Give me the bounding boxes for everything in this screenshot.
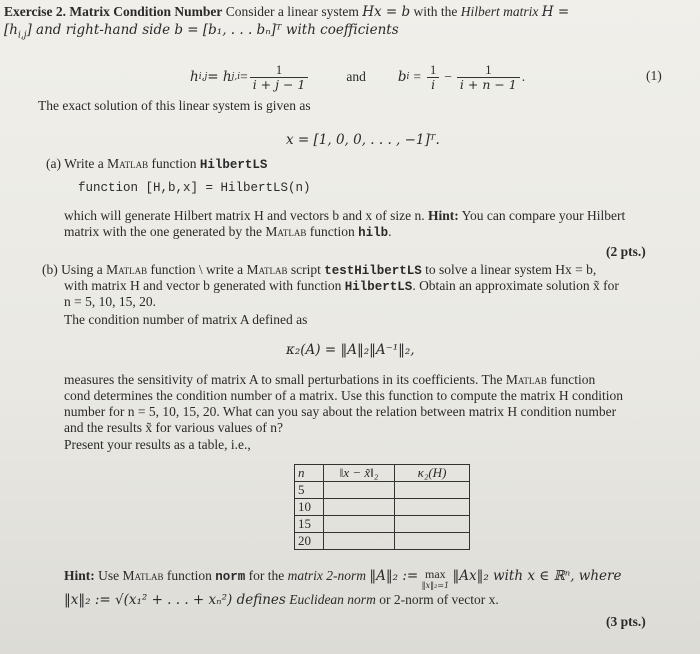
table-cell-empty [395, 499, 470, 516]
part-a-function-word: function [151, 156, 197, 171]
table-cell-empty [395, 533, 470, 550]
table-row [295, 516, 470, 533]
part-b-line9: Present your results as a table, i.e., [64, 437, 251, 452]
part-b-line3: n = 5, 10, 15, 20. [64, 294, 156, 309]
hint-line2-b: or 2-norm of vector x. [379, 592, 499, 607]
eq1-den-2: i [431, 76, 436, 92]
part-a-matlab: Matlab [107, 156, 149, 171]
part-a-hint-label: Hint: [428, 208, 459, 223]
part-b-l5-matlab: Matlab [505, 372, 547, 387]
intro-text-a: Consider a linear system [225, 4, 359, 19]
hint-c: for the [248, 568, 285, 583]
part-b-line5 [64, 372, 595, 388]
hint-max-text: max [425, 567, 446, 581]
eq1-mid: = h [207, 69, 232, 85]
part-a-desc2-a: matrix with the one generated by the [64, 224, 262, 239]
hint-code: norm [215, 570, 246, 584]
solution-equation: x = [1, 0, 0, . . . , −1]ᵀ. [286, 132, 440, 148]
hint-points: (3 pts.) [606, 614, 646, 629]
part-b-l5-a: measures the sensitivity of matrix A to small perturbations in its coefficients. The [64, 372, 503, 387]
condition-number-equation: κ₂(A) = ‖A‖₂‖A⁻¹‖₂, [286, 342, 415, 358]
table-header-row [295, 465, 470, 482]
hint-line1 [64, 568, 621, 592]
hint-d: ‖A‖₂ := [369, 568, 419, 584]
table-cell-n: 20 [295, 533, 324, 550]
eq1-den-3: i + n − 1 [459, 76, 517, 92]
part-a-func-name: HilbertLS [199, 158, 268, 172]
part-a-points: (2 pts.) [606, 244, 646, 259]
matrix-sub: i,j [17, 30, 27, 41]
table-header-n: n [295, 465, 324, 482]
part-b-l2-code: HilbertLS [344, 280, 413, 294]
part-b-l1-b: function \ write a [150, 262, 244, 277]
exercise-heading [4, 4, 569, 20]
part-a-text: Write a [64, 156, 104, 171]
eq1-lhs-sub: i,j [198, 72, 208, 82]
eq1-minus: − [444, 69, 452, 84]
table-header-error: ‖x − x̃‖₂ [324, 465, 395, 482]
hint-matlab: Matlab [122, 568, 164, 583]
table-header-condition: κ₂(H) [395, 465, 470, 482]
eq1-equals-2: = [413, 69, 422, 84]
equation-1 [190, 60, 525, 94]
table-cell-empty [324, 516, 395, 533]
part-a-label: (a) [46, 156, 61, 171]
table-row [295, 499, 470, 516]
hint-a: Use [98, 568, 120, 583]
hint-line2 [64, 592, 499, 608]
table-cell-empty [324, 482, 395, 499]
hint-max [422, 568, 450, 592]
part-b-l5-b: function [550, 372, 596, 387]
eq1-fraction-1 [250, 63, 309, 92]
part-b-line2 [64, 278, 619, 295]
intro-text-b: with the [413, 4, 458, 19]
table-cell-n: 5 [295, 482, 324, 499]
eq1-lhs: h [190, 69, 199, 85]
eq1-num-2: 1 [427, 63, 439, 78]
table-cell-empty [324, 499, 395, 516]
eq1-rhs-sub: i [406, 72, 410, 82]
intro-text-c: H = [541, 4, 570, 20]
table-cell-empty [395, 516, 470, 533]
eq1-mid-sub: j,i [231, 72, 241, 82]
eq1-rhs: b [397, 69, 407, 85]
part-b-l1-d: to solve a linear system Hx = b, [425, 262, 597, 277]
eq1-num-1: 1 [250, 63, 309, 78]
exercise-number: Exercise 2. [4, 4, 66, 19]
part-a-hint-text: You can compare your Hilbert [461, 208, 626, 223]
eq1-number: (1) [646, 68, 662, 83]
part-b-l1-matlab: Matlab [106, 262, 148, 277]
part-a-code: function [H,b,x] = HilbertLS(n) [78, 181, 311, 195]
hint-c-italic: matrix 2-norm [287, 568, 367, 583]
part-b-line1 [42, 262, 596, 279]
part-a-desc2-matlab: Matlab [265, 224, 307, 239]
part-b-label: (b) [42, 262, 58, 277]
part-b-l1-code: testHilbertLS [324, 264, 422, 278]
table-cell-n: 10 [295, 499, 324, 516]
part-a-desc1-text: which will generate Hilbert matrix H and vectors b and x of size n. [64, 208, 425, 223]
part-b-l1-a: Using a [61, 262, 103, 277]
part-a-line1 [46, 156, 267, 173]
eq1-den-1: i + j − 1 [252, 76, 306, 92]
part-b-line7: number for n = 5, 10, 15, 20. What can you say about the relation between matrix H condition number [64, 404, 617, 419]
table-row [295, 533, 470, 550]
hilbert-term: Hilbert matrix [460, 4, 539, 19]
part-a-desc2-b: function [309, 224, 355, 239]
exercise-heading-line2 [4, 22, 399, 44]
part-b-l2-a: with matrix H and vector b generated with function [64, 278, 342, 293]
eq1-equals: = [240, 69, 248, 84]
matrix-bracket-close: ] and right-hand side b = [b₁, . . . bₙ]ᵀ with coefficients [26, 22, 399, 38]
part-b-l2-b: . Obtain an approximate solution x̃ for [412, 278, 619, 293]
eq1-and: and [346, 69, 366, 84]
hint-b: function [166, 568, 212, 583]
eq1-fraction-3 [457, 63, 520, 92]
solution-text: The exact solution of this linear system is given as [38, 98, 311, 113]
hint-max-sub: ‖x‖₂=1 [421, 581, 450, 590]
hint-label: Hint: [64, 568, 95, 583]
exercise-title: Matrix Condition Number [69, 4, 223, 19]
matrix-bracket: [h [4, 22, 18, 38]
hint-e: ‖Ax‖₂ with x ∈ ℝⁿ, where [452, 568, 622, 584]
intro-equation: Hx = b [362, 4, 411, 20]
part-a-desc2-code: hilb [358, 226, 389, 240]
part-a-desc1 [64, 208, 625, 224]
table-cell-empty [395, 482, 470, 499]
table-row [295, 482, 470, 499]
eq1-fraction-2 [427, 63, 439, 92]
part-b-line6: cond determines the condition number of a matrix. Use this function to compute the matrix H condition [64, 388, 623, 403]
results-table [294, 464, 470, 550]
part-a-desc2-period: . [388, 224, 392, 239]
part-b-l1-matlab2: Matlab [246, 262, 288, 277]
table-cell-n: 15 [295, 516, 324, 533]
hint-line2-italic: Euclidean norm [289, 592, 376, 607]
hint-line2-a: ‖x‖₂ := √(x₁² + . . . + xₙ²) defines [64, 592, 286, 608]
part-b-l1-c: script [290, 262, 321, 277]
table-cell-empty [324, 533, 395, 550]
part-b-line8: and the results x̃ for various values of n? [64, 420, 283, 435]
eq1-num-3: 1 [457, 63, 520, 78]
part-b-line4: The condition number of matrix A defined as [64, 312, 308, 327]
eq1-period: . [521, 69, 526, 84]
part-a-desc2 [64, 224, 391, 241]
